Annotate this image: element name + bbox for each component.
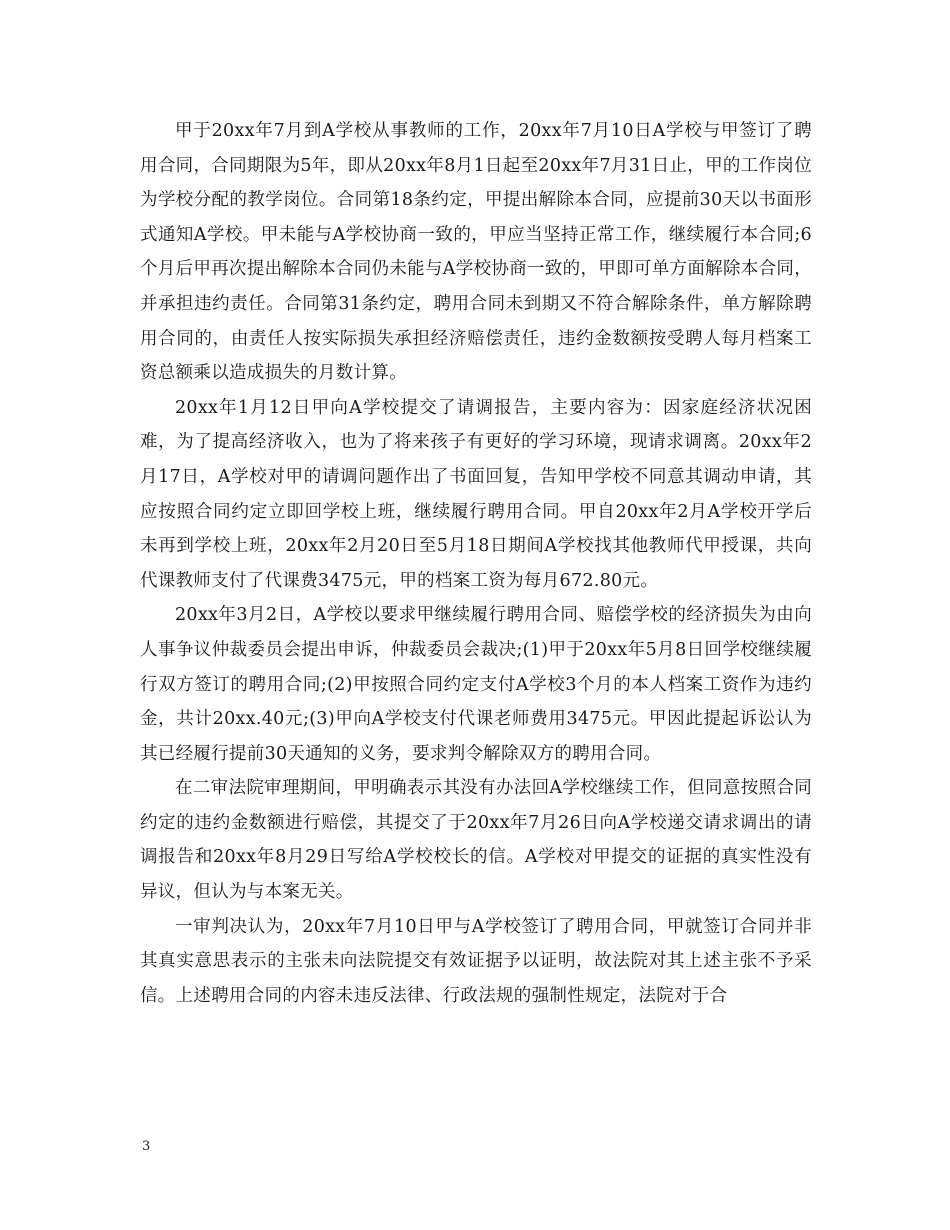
paragraph-5: 一审判决认为，20xx年7月10日甲与A学校签订了聘用合同，甲就签订合同并非其真实意思表示的主张未向法院提交有效证据予以证明，故法院对其上述主张不予采信。上述聘用合同的内容未违反法律、行政法规的强制性规定，法院对于合 — [140, 916, 812, 1006]
document-body — [140, 114, 812, 1013]
paragraph-3: 20xx年3月2日，A学校以要求甲继续履行聘用合同、赔偿学校的经济损失为由向人事争议仲裁委员会提出申诉，仲裁委员会裁决;(1)甲于20xx年5月8日回学校继续履行双方签订的聘用合同;(2)甲按照合同约定支付A学校3个月的本人档案工资作为违约金，共计20xx.40元;(3)甲向A学校支付代课老师费用3475元。甲因此提起诉讼认为其已经履行提前30天通知的义务，要求判令解除双方的聘用合同。 — [140, 605, 812, 764]
paragraph-1: 甲于20xx年7月到A学校从事教师的工作，20xx年7月10日A学校与甲签订了聘用合同，合同期限为5年，即从20xx年8月1日起至20xx年7月31日止，甲的工作岗位为学校分配的教学岗位。合同第18条约定，甲提出解除本合同，应提前30天以书面形式通知A学校。甲未能与A学校协商一致的，甲应当坚持正常工作，继续履行本合同;6个月后甲再次提出解除本合同仍未能与A学校协商一致的，甲即可单方面解除本合同，并承担违约责任。合同第31条约定，聘用合同未到期又不符合解除条件，单方解除聘用合同的，由责任人按实际损失承担经济赔偿责任，违约金数额按受聘人每月档案工资总额乘以造成损失的月数计算。 — [140, 121, 812, 384]
paragraph-4: 在二审法院审理期间，甲明确表示其没有办法回A学校继续工作，但同意按照合同约定的违约金数额进行赔偿，其提交了于20xx年7月26日向A学校递交请求调出的请调报告和20xx年8月29日写给A学校校长的信。A学校对甲提交的证据的真实性没有异议，但认为与本案无关。 — [140, 778, 812, 903]
paragraph-2: 20xx年1月12日甲向A学校提交了请调报告，主要内容为：因家庭经济状况困难，为了提高经济收入，也为了将来孩子有更好的学习环境，现请求调离。20xx年2月17日，A学校对甲的请调问题作出了书面回复，告知甲学校不同意其调动申请，其应按照合同约定立即回学校上班，继续履行聘用合同。甲自20xx年2月A学校开学后未再到学校上班，20xx年2月20日至5月18日期间A学校找其他教师代甲授课，共向代课教师支付了代课费3475元，甲的档案工资为每月672.80元。 — [140, 397, 812, 591]
page-number: 3 — [142, 1139, 151, 1154]
